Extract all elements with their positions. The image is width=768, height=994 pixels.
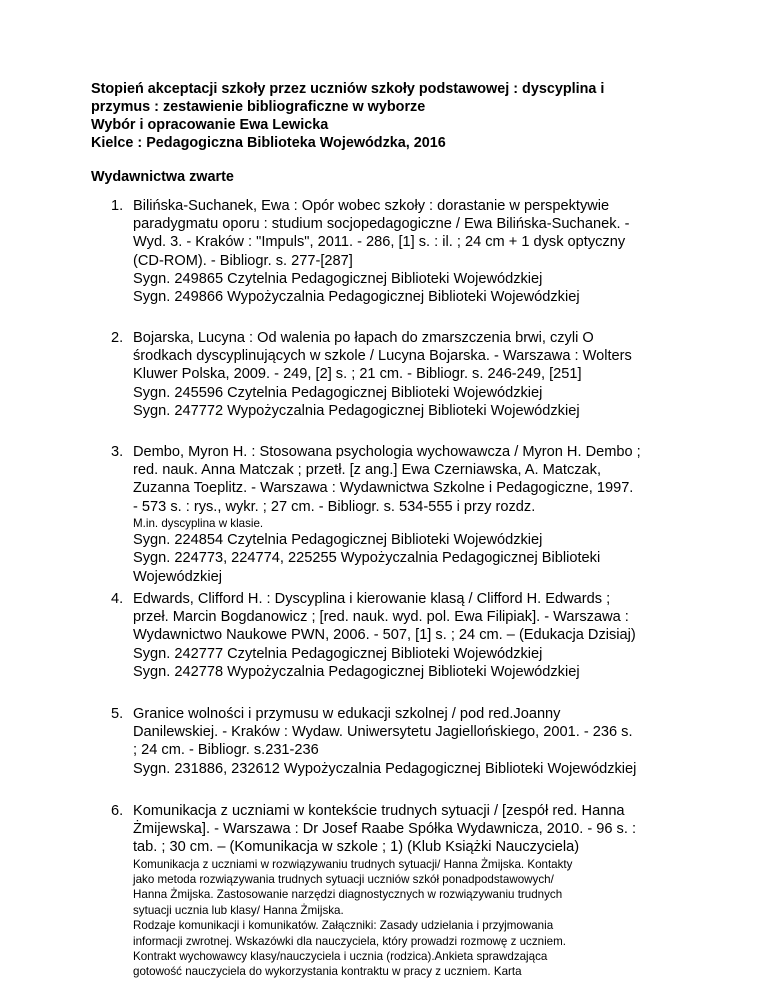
- entry-location-line: Sygn. 242778 Wypożyczalnia Pedagogicznej Biblioteki Wojewódzkiej: [133, 663, 580, 680]
- header-title-line-1: Stopień akceptacji szkoły przez uczniów szkoły podstawowej : dyscyplina i: [91, 81, 605, 97]
- entry-annotation: Rodzaje komunikacji i komunikatów. Załączniki: Zasady udzielania i przyjmowania: [133, 919, 554, 933]
- entry-annotation: gotowość nauczyciela do wykorzystania kontraktu w pracy z uczniem. Karta: [133, 965, 522, 979]
- entry-line: tab. ; 30 cm. – (Komunikacja w szkole ; 1) (Klub Książki Nauczyciela): [133, 839, 580, 856]
- entry-number: 4.: [111, 591, 124, 607]
- entry-number: 1.: [111, 198, 124, 214]
- entry-location-line: Sygn. 249865 Czytelnia Pedagogicznej Biblioteki Wojewódzkiej: [133, 270, 543, 287]
- entry-text: [133, 705, 693, 778]
- entry-line: (CD-ROM). - Bibliogr. s. 277-[287]: [133, 252, 353, 269]
- entry-number: 2.: [111, 330, 124, 346]
- header-publisher-line: Kielce : Pedagogiczna Biblioteka Wojewódzka, 2016: [91, 135, 446, 151]
- entry-annotation: M.in. dyscyplina w klasie.: [133, 516, 264, 530]
- entry-line: red. nauk. Anna Matczak ; przetł. [z ang.] Ewa Czerniawska, A. Matczak,: [133, 462, 602, 479]
- entry-line: Danilewskiej. - Kraków : Wydaw. Uniwersytetu Jagiellońskiego, 2001. - 236 s.: [133, 724, 633, 741]
- entry-line: środkach dyscyplinujących w szkole / Lucyna Bojarska. - Warszawa : Wolters: [133, 348, 632, 365]
- entry-location-line: Sygn. 245596 Czytelnia Pedagogicznej Biblioteki Wojewódzkiej: [133, 384, 543, 401]
- entry-annotation: jako metoda rozwiązywania trudnych sytuacji uczniów szkół ponadpodstawowych/: [133, 873, 554, 887]
- entry-line: paradygmatu oporu : studium socjopedagogiczne / Ewa Bilińska-Suchanek. -: [133, 216, 630, 233]
- entry-number: 6.: [111, 803, 124, 819]
- entry-annotation: Hanna Żmijska. Zastosowanie narzędzi diagnostycznych w rozwiązywaniu trudnych: [133, 888, 563, 902]
- entry-annotation: informacji zwrotnej. Wskazówki dla nauczyciela, który prowadzi rozmowę z uczniem.: [133, 934, 566, 948]
- entry-annotation: Kontrakt wychowawcy klasy/nauczyciela i ucznia (rodzica).Ankieta sprawdzająca: [133, 950, 548, 964]
- entry-text: [133, 590, 693, 681]
- entry-location-line: Wojewódzkiej: [133, 568, 222, 585]
- entry-number: 3.: [111, 444, 124, 460]
- section-title: Wydawnictwa zwarte: [91, 169, 234, 185]
- entry-annotation: sytuacji ucznia lub klasy/ Hanna Żmijska.: [133, 903, 344, 917]
- entry-line: Bojarska, Lucyna : Od walenia po łapach do zmarszczenia brwi, czyli O: [133, 330, 594, 346]
- entry-line: Żmijewska]. - Warszawa : Dr Josef Raabe Spółka Wydawnicza, 2010. - 96 s. :: [133, 821, 636, 838]
- entry-line: Dembo, Myron H. : Stosowana psychologia wychowawcza / Myron H. Dembo ;: [133, 444, 641, 460]
- entry-line: Wyd. 3. - Kraków : "Impuls", 2011. - 286, [1] s. : il. ; 24 cm + 1 dysk optyczny: [133, 234, 626, 251]
- entry-location-line: Sygn. 247772 Wypożyczalnia Pedagogicznej Biblioteki Wojewódzkiej: [133, 402, 580, 419]
- entry-text: [133, 197, 693, 306]
- document-header: [91, 80, 691, 152]
- entry-text: [133, 802, 693, 980]
- entry-location-line: Sygn. 242777 Czytelnia Pedagogicznej Biblioteki Wojewódzkiej: [133, 645, 543, 662]
- entry-line: Bilińska-Suchanek, Ewa : Opór wobec szkoły : dorastanie w perspektywie: [133, 198, 610, 214]
- entry-location-line: Sygn. 224854 Czytelnia Pedagogicznej Biblioteki Wojewódzkiej: [133, 532, 543, 549]
- entry-line: Edwards, Clifford H. : Dyscyplina i kierowanie klasą / Clifford H. Edwards ;: [133, 591, 611, 607]
- entry-text: [133, 329, 693, 420]
- entry-line: Granice wolności i przymusu w edukacji szkolnej / pod red.Joanny: [133, 706, 561, 722]
- entry-line: przeł. Marcin Bogdanowicz ; [red. nauk. wyd. pol. Ewa Filipiak]. - Warszawa :: [133, 609, 629, 626]
- entry-location-line: Sygn. 249866 Wypożyczalnia Pedagogicznej Biblioteki Wojewódzkiej: [133, 289, 580, 306]
- entry-number: 5.: [111, 706, 124, 722]
- entry-line: Wydawnictwo Naukowe PWN, 2006. - 507, [1] s. ; 24 cm. – (Edukacja Dzisiaj): [133, 627, 636, 644]
- entry-location-line: Sygn. 224773, 224774, 225255 Wypożyczalnia Pedagogicznej Biblioteki: [133, 550, 601, 567]
- header-title-line-2: przymus : zestawienie bibliograficzne w wyborze: [91, 99, 426, 115]
- entry-location-line: Sygn. 231886, 232612 Wypożyczalnia Pedagogicznej Biblioteki Wojewódzkiej: [133, 760, 637, 777]
- entry-line: Komunikacja z uczniami w kontekście trudnych sytuacji / [zespół red. Hanna: [133, 803, 625, 819]
- entry-line: Kluwer Polska, 2009. - 249, [2] s. ; 21 cm. - Bibliogr. s. 246-249, [251]: [133, 366, 582, 383]
- entry-text: [133, 443, 693, 586]
- entry-line: Zuzanna Toeplitz. - Warszawa : Wydawnictwa Szkolne i Pedagogiczne, 1997.: [133, 480, 634, 497]
- header-author-line: Wybór i opracowanie Ewa Lewicka: [91, 117, 329, 133]
- entry-annotation: Komunikacja z uczniami w rozwiązywaniu trudnych sytuacji/ Hanna Żmijska. Kontakty: [133, 857, 573, 871]
- entry-line: ; 24 cm. - Bibliogr. s.231-236: [133, 742, 319, 759]
- entry-line: - 573 s. : rys., wykr. ; 27 cm. - Bibliogr. s. 534-555 i przy rozdz.: [133, 498, 536, 515]
